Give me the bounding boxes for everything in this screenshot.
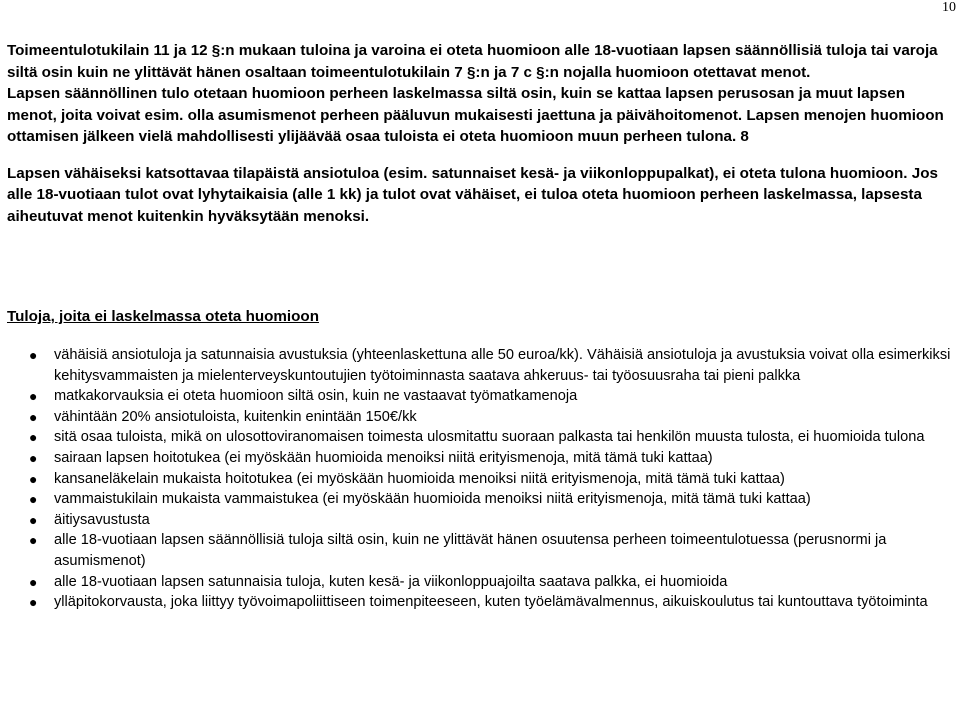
bullet-icon: ● bbox=[29, 511, 38, 528]
list-item bbox=[7, 427, 952, 448]
list-item-text: ylläpitokorvausta, joka liittyy työvoimapoliittiseen toimenpiteeseen, kuten työelämävalmennus, aikuiskoulutus tai kuntouttava työtoiminta bbox=[54, 594, 928, 611]
bullet-icon: ● bbox=[29, 491, 38, 508]
list-item-text: kansaneläkelain mukaista hoitotukea (ei myöskään huomioida menoiksi niitä erityismenoja, mitä tämä tuki kattaa) bbox=[54, 470, 785, 487]
list-item bbox=[7, 386, 952, 407]
bullet-icon: ● bbox=[29, 449, 38, 466]
list-item bbox=[7, 407, 952, 428]
bullet-icon: ● bbox=[29, 532, 38, 549]
list-item bbox=[7, 572, 952, 593]
list-item-text: alle 18-vuotiaan lapsen satunnaisia tuloja, kuten kesä- ja viikonloppuajoilta saatava palkka, ei huomioida bbox=[54, 573, 728, 590]
list-item bbox=[7, 489, 952, 510]
bullet-icon: ● bbox=[29, 429, 38, 446]
page-number: 10 bbox=[942, 0, 956, 15]
bullet-icon: ● bbox=[29, 573, 38, 590]
bullet-icon: ● bbox=[29, 594, 38, 611]
bullet-icon: ● bbox=[29, 388, 38, 405]
list-item bbox=[7, 510, 952, 531]
paragraph-child-income-rule: Toimeentulotukilain 11 ja 12 §:n mukaan tuloina ja varoina ei oteta huomioon alle 18-vuotiaan lapsen säännöllisiä tuloja tai varoja siltä osin kuin ne ylittävät hänen osaltaan toimeentulotukilain 7 §:n ja 7 c §:n nojalla huomioon otettavat menot. bbox=[7, 42, 938, 81]
list-item-text: sairaan lapsen hoitotukea (ei myöskään huomioida menoiksi niitä erityismenoja, mitä tämä tuki kattaa) bbox=[54, 449, 713, 466]
document-body bbox=[7, 40, 952, 613]
list-item bbox=[7, 530, 952, 571]
bullet-icon: ● bbox=[29, 470, 38, 487]
paragraph-child-regular-income: Lapsen säännöllinen tulo otetaan huomioon perheen laskelmassa siltä osin, kuin se kattaa lapsen perusosan ja muut lapsen menot, joita voivat esim. olla asumismenot perheen pääluvun mukaisesti jaettuna ja päivähoitomenot. Lapsen menojen huomioon ottamisen jälkeen vielä mahdollisesti ylijäävää osaa tuloista ei oteta huomioon muun perheen tulona. 8 bbox=[7, 85, 944, 145]
list-item-text: matkakorvauksia ei oteta huomioon siltä osin, kuin ne vastaavat työmatkamenoja bbox=[54, 388, 578, 405]
list-item-text: sitä osaa tuloista, mikä on ulosottoviranomaisen toimesta ulosmitattu suoraan palkasta tai henkilön muusta tulosta, ei huomioida tulona bbox=[54, 429, 925, 446]
list-item bbox=[7, 469, 952, 490]
bullet-icon: ● bbox=[29, 408, 38, 425]
list-item-text: vähintään 20% ansiotuloista, kuitenkin enintään 150€/kk bbox=[54, 408, 417, 425]
bullet-icon: ● bbox=[29, 347, 38, 363]
list-item bbox=[7, 448, 952, 469]
list-item-text: äitiysavustusta bbox=[54, 511, 150, 528]
paragraph-child-temporary-income: Lapsen vähäiseksi katsottavaa tilapäistä ansiotuloa (esim. satunnaiset kesä- ja viikonloppupalkat), ei oteta tulona huomioon. Jos alle 18-vuotiaan tulot ovat lyhytaikaisia (alle 1 kk) ja tulot ovat vähäiset, ei tuloa oteta huomioon perheen laskelmassa, lapsesta aiheutuvat menot kuitenkin hyväksytään menoksi. bbox=[7, 164, 938, 225]
section-heading: Tuloja, joita ei laskelmassa oteta huomioon bbox=[7, 308, 319, 325]
list-item bbox=[7, 592, 952, 613]
list-item-text: vähäisiä ansiotuloja ja satunnaisia avustuksia (yhteenlaskettuna alle 50 euroa/kk). Vähäisiä ansiotuloja ja avustuksia voivat olla esimerkiksi kehitysvammaisten ja mielenterveyskuntoutujien työtoiminnasta saatava ahkeruus- tai työosuusraha tai pieni palkka bbox=[54, 347, 951, 384]
list-item-text: alle 18-vuotiaan lapsen säännöllisiä tuloja siltä osin, kuin ne ylittävät hänen osuutensa perheen toimeentulotuessa (perusnormi ja asumismenot) bbox=[54, 532, 887, 569]
list-item-text: vammaistukilain mukaista vammaistukea (ei myöskään huomioida menoiksi niitä erityismenoja, mitä tämä tuki kattaa) bbox=[54, 491, 811, 508]
list-item bbox=[7, 345, 952, 386]
excluded-income-list bbox=[7, 345, 952, 613]
